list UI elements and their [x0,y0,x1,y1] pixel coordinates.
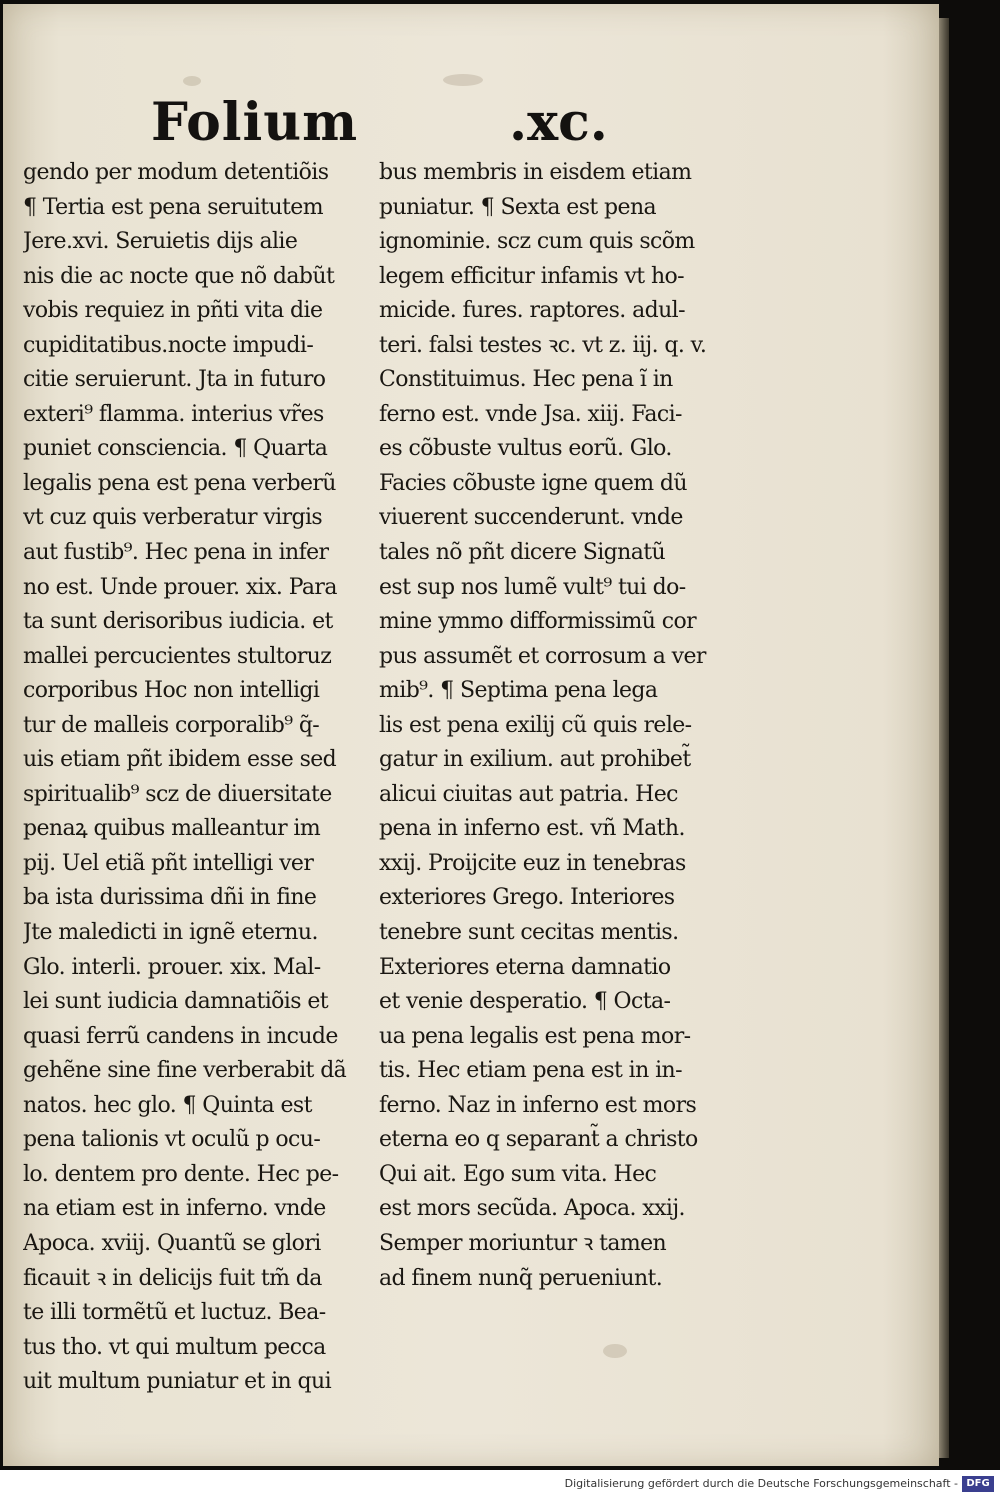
text-line: bus membris in eisdem etiam [379,160,692,185]
text-line: ta sunt derisoribus iudicia. et [23,609,333,635]
text-line: puniatur. ¶ Sexta est pena [379,194,657,220]
folio-number: .xc. [509,92,608,153]
text-line: uit multum puniatur et in qui [23,1369,332,1395]
paper-stain [183,76,201,86]
text-line: mallei percucientes stultoruz [23,643,332,669]
text-line: mine ymmo difformissimũ cor [379,609,697,635]
text-line: penaꝝ quibus malleantur im [23,816,321,842]
text-line: micide. fures. raptores. adul- [379,298,685,324]
text-line: lis est pena exilij cũ quis rele- [379,712,692,738]
text-line: citie seruierunt. Jta in futuro [23,367,326,393]
text-line: tur de malleis corporalib⁹ q̃- [23,712,320,738]
funding-credit: Digitalisierung gefördert durch die Deutsche Forschungsgemeinschaft - [564,1477,958,1490]
text-line: aut fustib⁹. Hec pena in infer [23,540,329,566]
text-line: cupiditatibus.nocte impudi- [23,332,314,358]
text-line: spiritualib⁹ scz de diuersitate [23,781,332,807]
text-line: te illi tormẽtũ et luctuz. Bea- [23,1300,326,1326]
text-line: Qui ait. Ego sum vita. Hec [379,1161,657,1187]
text-line: gendo per modum detentiõis [23,160,329,185]
text-line: es cõbuste vultus eorũ. Glo. [379,436,672,462]
text-line: teri. falsi testes ꝛc. vt z. iij. q. v. [379,332,707,358]
text-line: Glo. interli. prouer. xix. Mal- [23,954,321,980]
text-line: mib⁹. ¶ Septima pena lega [379,678,658,704]
text-line: vobis requiez in pñti vita die [23,298,323,324]
text-line: et venie desperatio. ¶ Octa- [379,989,671,1015]
text-line: pena in inferno est. vñ Math. [379,816,685,842]
text-line: lo. dentem pro dente. Hec pe- [23,1161,339,1187]
text-line: Exteriores eterna damnatio [379,954,671,980]
text-column-right [379,156,731,1296]
text-line: uis etiam pñt ibidem esse sed [23,747,337,773]
text-line: est sup nos lumẽ vult⁹ tui do- [379,574,686,600]
text-line: exteriores Grego. Interiores [379,885,675,911]
text-line: tenebre sunt cecitas mentis. [379,920,679,946]
text-line: puniet consciencia. ¶ Quarta [23,436,328,462]
text-line: nis die ac nocte que nõ dabũt [23,263,335,289]
text-line: ¶ Tertia est pena seruitutem [23,194,323,220]
text-line: Jte maledicti in ignẽ eternu. [23,920,318,946]
text-line: Apoca. xviij. Quantũ se glori [23,1230,321,1256]
text-line: Constituimus. Hec pena ĩ in [379,367,673,393]
running-head-title: Folium [151,92,359,153]
digitization-footer [0,1470,1000,1499]
text-line: gatur in exilium. aut prohibet̃ [379,747,691,773]
text-line: ba ista durissima dñi in fine [23,885,317,911]
dfg-logo: DFG [962,1476,994,1492]
text-line: ad finem nunq̃ perueniunt. [379,1265,663,1291]
text-line: pij. Uel etiã pñt intelligi ver [23,850,314,876]
text-line: vt cuz quis verberatur virgis [23,505,323,531]
text-line: exteri⁹ flamma. interius vr̃es [23,401,324,427]
text-line: natos. hec glo. ¶ Quinta est [23,1092,312,1118]
text-line: xxij. Proijcite euz in tenebras [379,850,686,876]
text-line: viuerent succenderunt. vnde [379,505,683,531]
paper-stain [443,74,483,86]
text-line: na etiam est in inferno. vnde [23,1196,326,1222]
text-line: pena talionis vt oculũ p ocu- [23,1127,321,1153]
page-edge [939,18,949,1458]
text-line: Jere.xvi. Seruietis dijs alie [23,229,298,255]
text-line: tus tho. vt qui multum pecca [23,1334,326,1360]
text-line: Semper moriuntur ꝛ tamen [379,1230,667,1256]
text-line: alicui ciuitas aut patria. Hec [379,781,678,807]
text-line: Facies cõbuste igne quem dũ [379,470,687,496]
text-line: legalis pena est pena verberũ [23,470,336,496]
text-line: ignominie. scz cum quis scõm [379,229,695,255]
text-line: tis. Hec etiam pena est in in- [379,1058,682,1084]
book-page [3,4,939,1466]
text-line: no est. Unde prouer. xix. Para [23,574,337,600]
text-line: ferno. Naz in inferno est mors [379,1092,697,1118]
text-line: lei sunt iudicia damnatiõis et [23,989,328,1015]
text-line: quasi ferrũ candens in incude [23,1023,338,1049]
text-line: legem efficitur infamis vt ho- [379,263,684,289]
text-line: ua pena legalis est pena mor- [379,1023,691,1049]
text-line: ferno est. vnde Jsa. xiij. Faci- [379,401,682,427]
text-line: est mors secũda. Apoca. xxij. [379,1196,685,1222]
text-line: ficauit ꝛ in delicijs fuit tm̃ da [23,1265,322,1291]
text-line: eterna eo q separant̃ a christo [379,1127,698,1153]
text-line: gehẽne sine fine verberabit dã [23,1058,347,1084]
text-column-left [23,156,373,1400]
paper-stain [603,1344,627,1358]
text-line: tales nõ pñt dicere Signatũ [379,540,666,566]
text-line: corporibus Hoc non intelligi [23,678,320,704]
text-line: pus assumẽt et corrosum a ver [379,643,706,669]
